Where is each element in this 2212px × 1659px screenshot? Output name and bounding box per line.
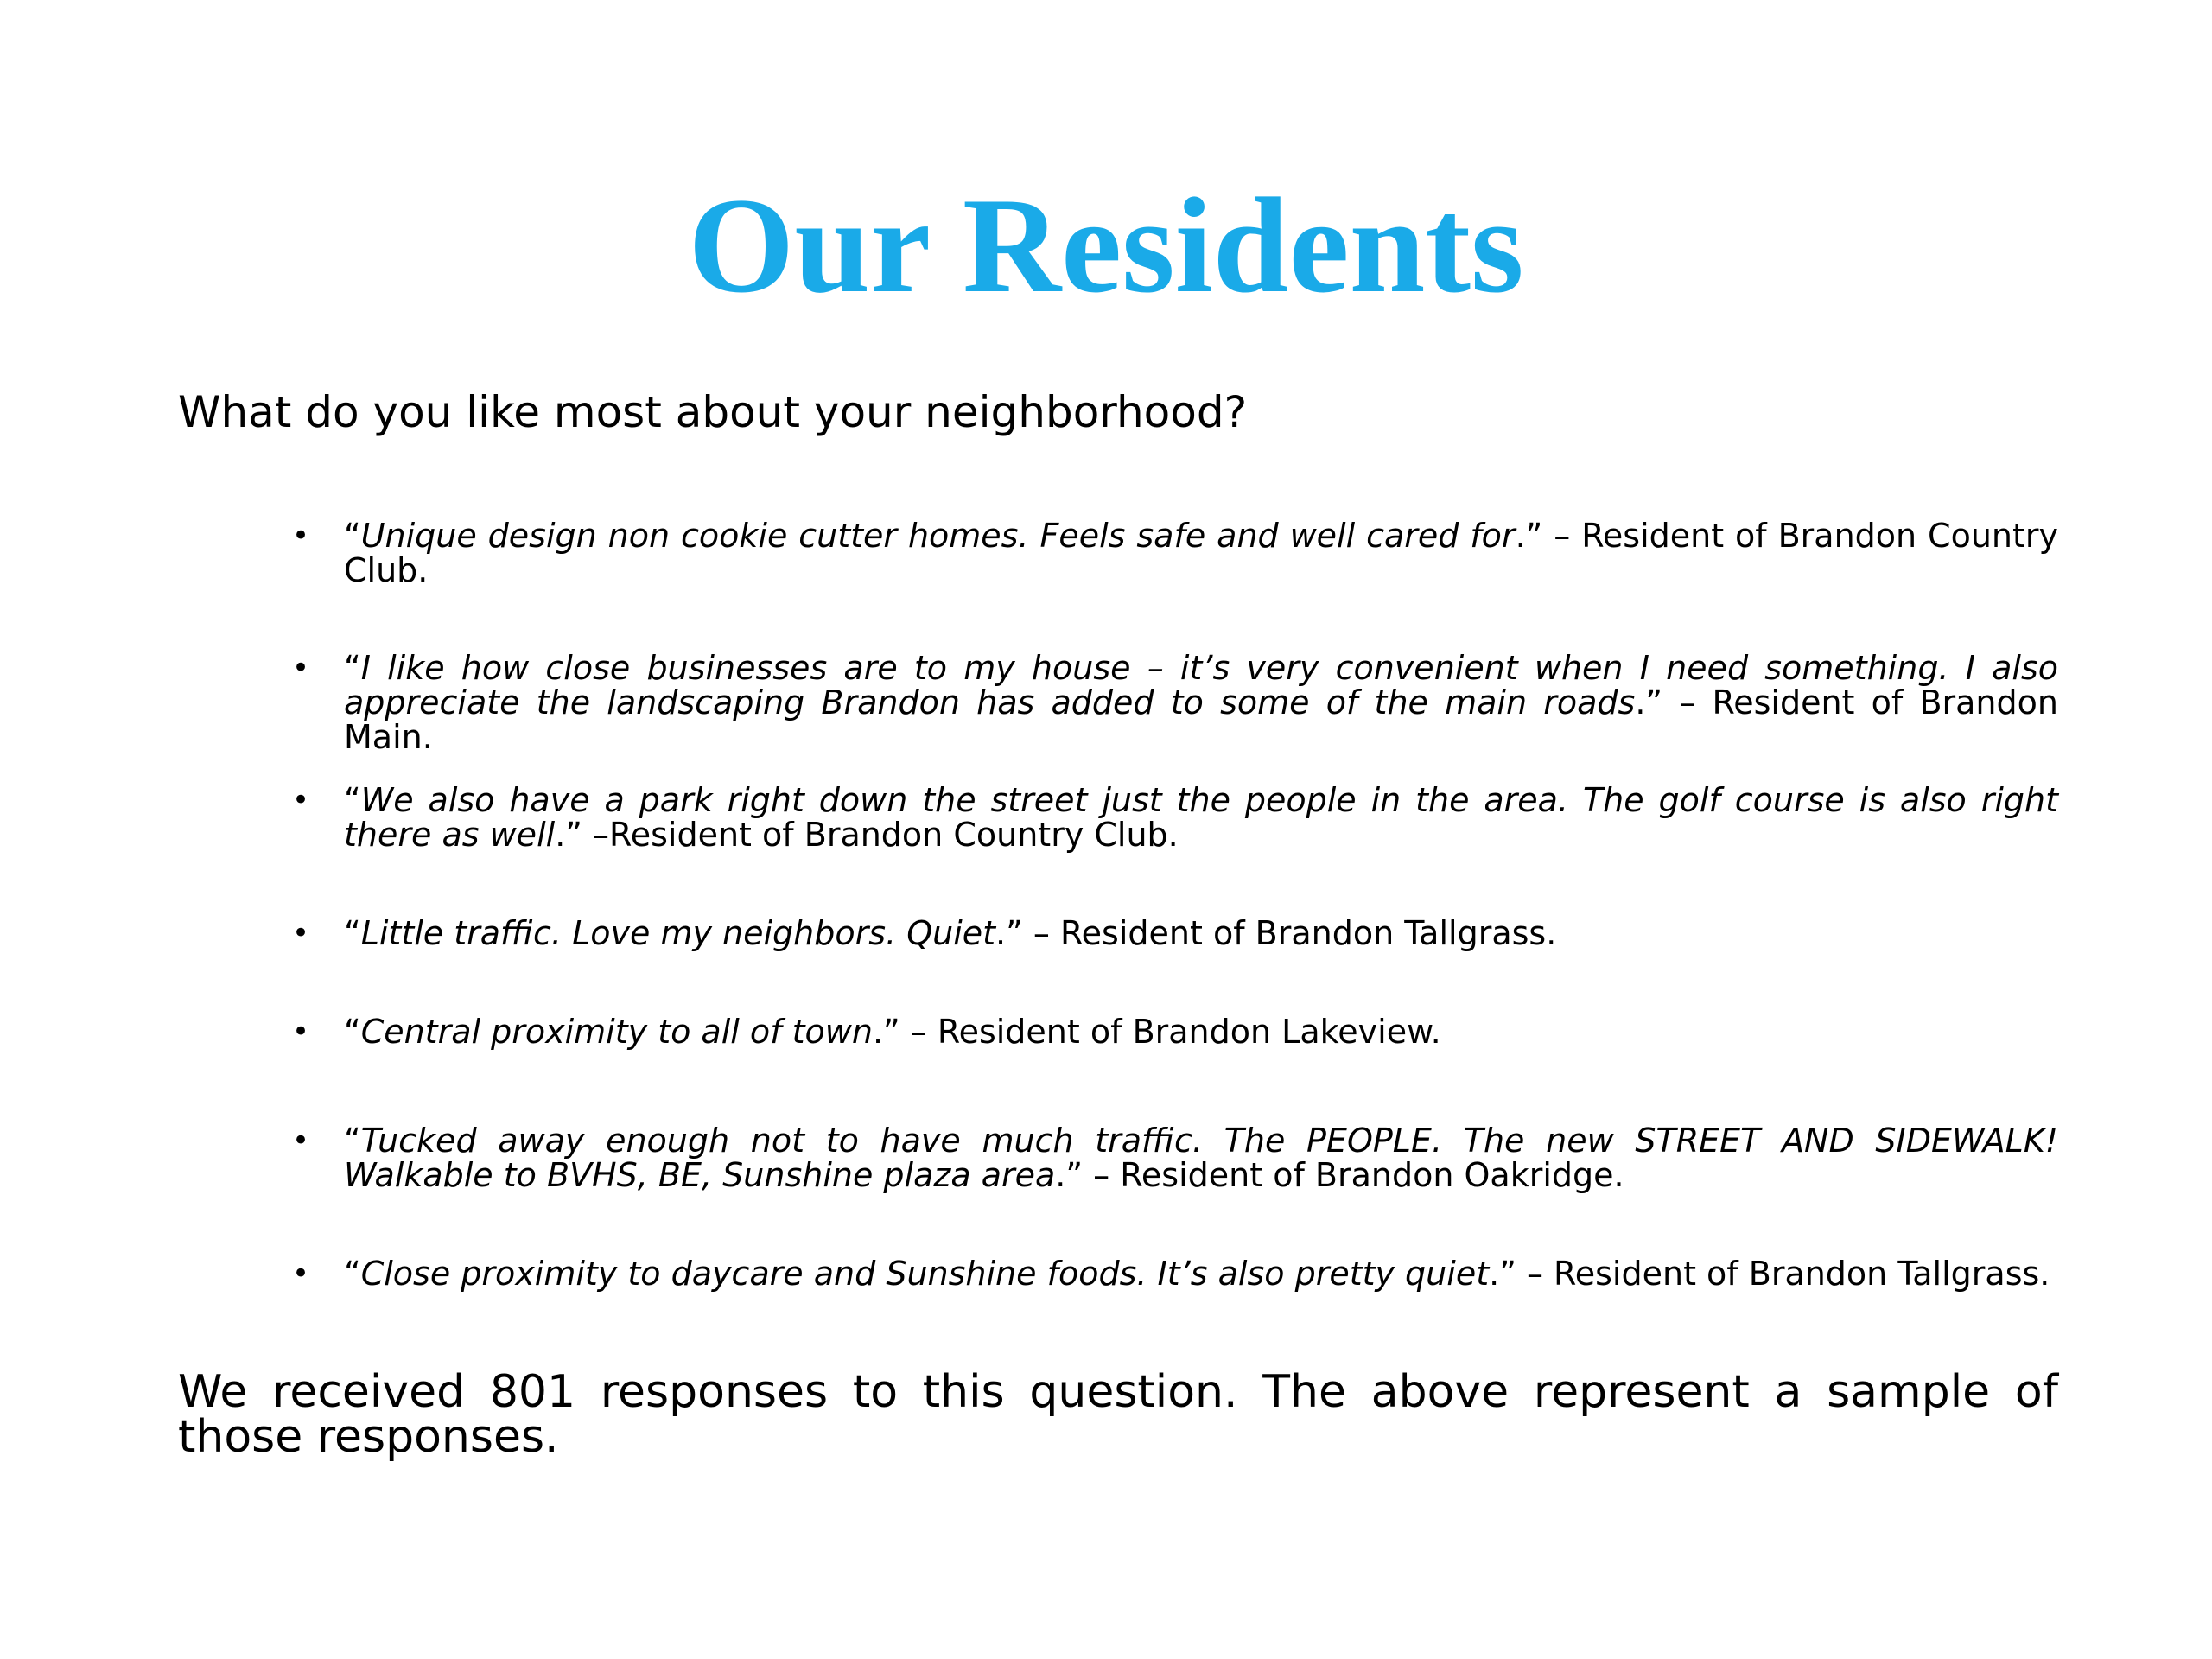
quote-open-mark: “ bbox=[344, 781, 361, 819]
quote-attribution: – Resident of Brandon Tallgrass. bbox=[1033, 914, 1557, 952]
quote-text: We also have a park right down the street just the people in the area. The golf course is also right there as well bbox=[344, 781, 2058, 854]
quote-close-mark: .” bbox=[872, 1013, 911, 1051]
quote-item bbox=[292, 1013, 2058, 1051]
bullet-icon: • bbox=[292, 783, 310, 817]
quote-attribution: – Resident of Brandon Country Club. bbox=[344, 517, 2058, 589]
quote-close-mark: .” bbox=[995, 914, 1033, 952]
quote-close-mark: .” bbox=[1055, 1156, 1094, 1194]
quote-item bbox=[292, 914, 2058, 952]
quote-item bbox=[292, 517, 2058, 589]
bullet-icon: • bbox=[292, 1256, 310, 1291]
bullet-icon: • bbox=[292, 518, 310, 553]
quote-open-mark: “ bbox=[344, 1013, 361, 1051]
survey-question: What do you like most about your neighborhood? bbox=[178, 387, 1248, 437]
bullet-icon: • bbox=[292, 916, 310, 950]
bullet-icon: • bbox=[292, 1123, 310, 1158]
bullet-icon: • bbox=[292, 651, 310, 685]
quote-item bbox=[292, 1255, 2058, 1293]
quote-attribution: – Resident of Brandon Lakeview. bbox=[910, 1013, 1441, 1051]
quote-close-mark: .” bbox=[1635, 683, 1680, 721]
quote-item bbox=[292, 1122, 2058, 1194]
quote-item bbox=[292, 781, 2058, 854]
quote-text: Tucked away enough not to have much traffic. The PEOPLE. The new STREET AND SIDEWALK! Walkable to BVHS, BE, Sunshine plaza area bbox=[344, 1122, 2058, 1194]
quote-open-mark: “ bbox=[344, 1255, 361, 1293]
quote-open-mark: “ bbox=[344, 1122, 361, 1160]
quote-text: Central proximity to all of town bbox=[360, 1013, 873, 1051]
quote-attribution: –Resident of Brandon Country Club. bbox=[593, 816, 1179, 854]
quote-item bbox=[292, 649, 2058, 756]
response-summary: We received 801 responses to this question. The above represent a sample of those responses. bbox=[178, 1366, 2058, 1463]
quote-attribution: – Resident of Brandon Main. bbox=[344, 683, 2058, 756]
quote-text: I like how close businesses are to my house – it’s very convenient when I need something. I also appreciate the landscaping Brandon has added to some of the main roads bbox=[344, 649, 2058, 721]
quote-text: Unique design non cookie cutter homes. Feels safe and well cared for bbox=[360, 517, 1516, 555]
quote-attribution: – Resident of Brandon Oakridge. bbox=[1093, 1156, 1624, 1194]
quote-open-mark: “ bbox=[344, 649, 361, 687]
quote-close-mark: .” bbox=[1515, 517, 1554, 555]
quote-attribution: – Resident of Brandon Tallgrass. bbox=[1526, 1255, 2050, 1293]
quote-text: Little traffic. Love my neighbors. Quiet bbox=[360, 914, 996, 952]
quote-close-mark: .” bbox=[1489, 1255, 1527, 1293]
quote-text: Close proximity to daycare and Sunshine foods. It’s also pretty quiet bbox=[360, 1255, 1490, 1293]
slide-title: Our Residents bbox=[688, 170, 1524, 321]
quote-open-mark: “ bbox=[344, 517, 361, 555]
quote-close-mark: .” bbox=[555, 816, 594, 854]
bullet-icon: • bbox=[292, 1014, 310, 1049]
quote-open-mark: “ bbox=[344, 914, 361, 952]
